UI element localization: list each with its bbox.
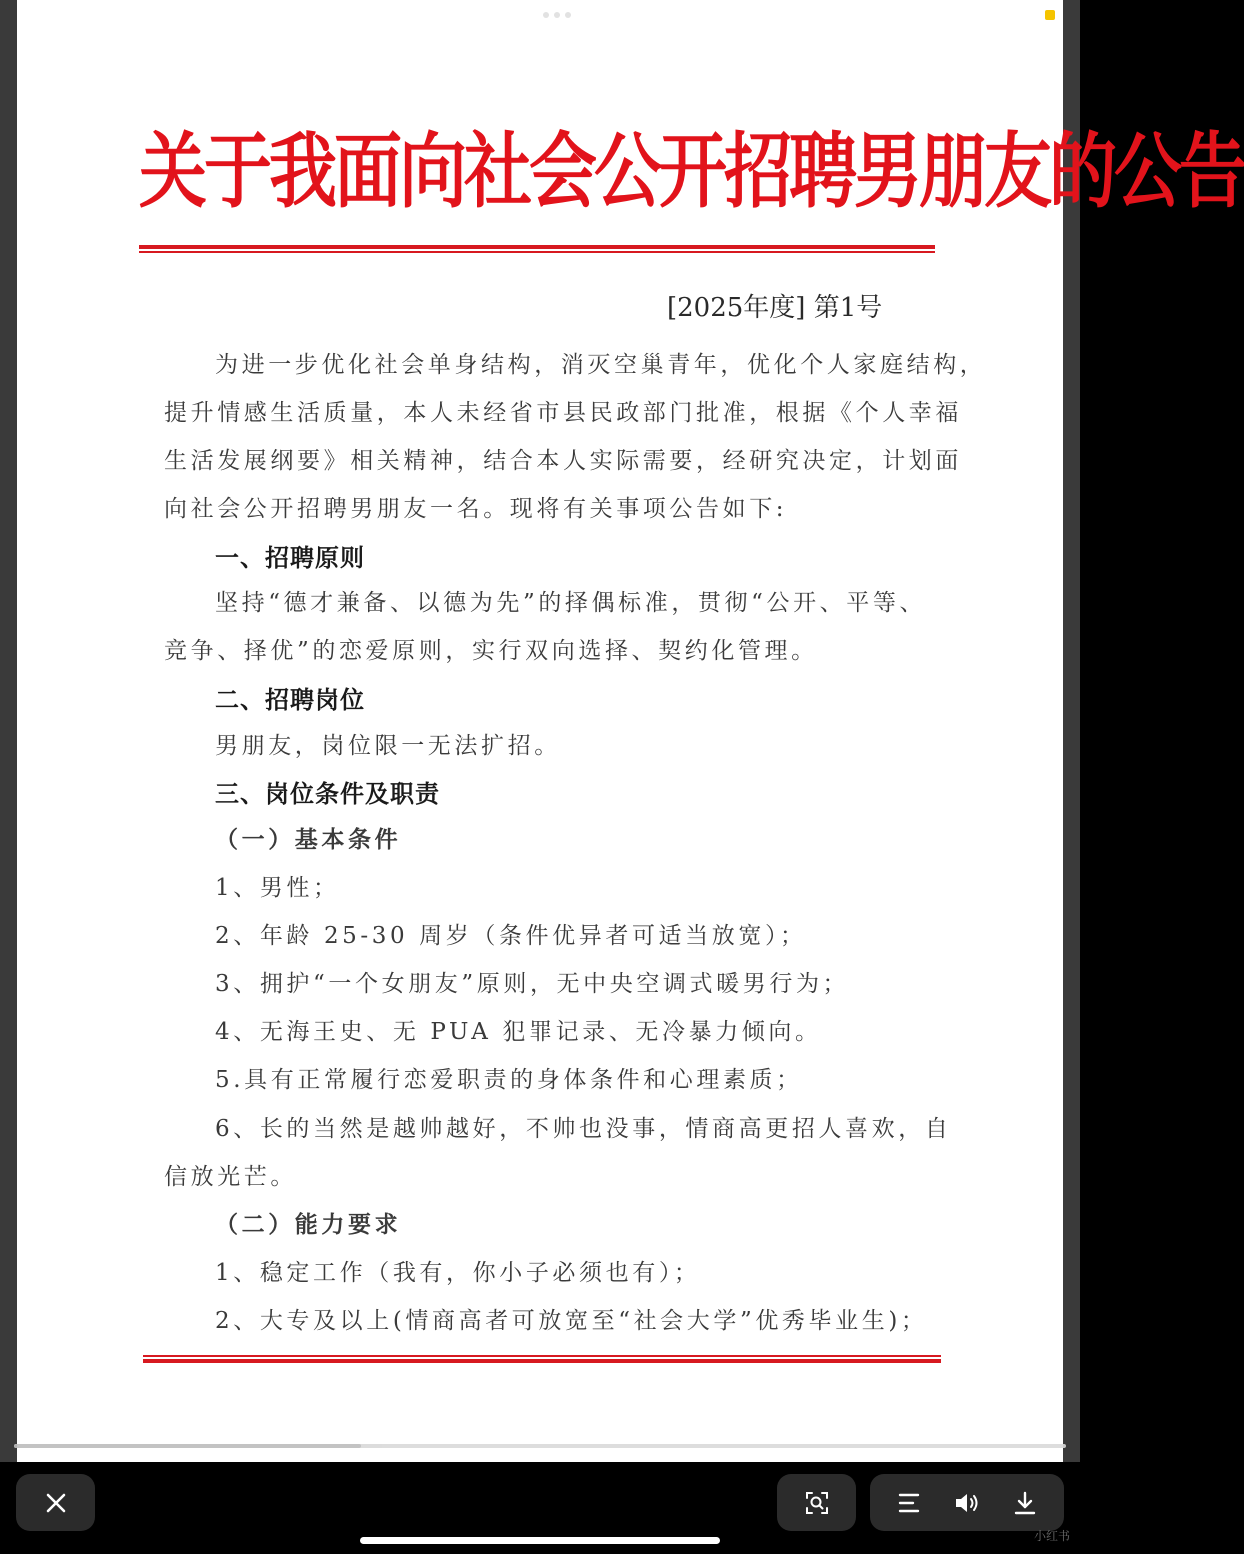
ability-item: 1、稳定工作（我有，你小子必须也有）； bbox=[215, 1260, 701, 1286]
scroll-progress-bar[interactable] bbox=[14, 1444, 1066, 1448]
condition-item: 信放光芒。 bbox=[164, 1164, 297, 1190]
close-icon bbox=[36, 1483, 76, 1523]
title-rule-thin bbox=[139, 251, 935, 253]
download-icon[interactable] bbox=[1005, 1483, 1045, 1523]
ability-item: 2、大专及以上(情商高者可放宽至“社会大学”优秀毕业生)； bbox=[215, 1308, 928, 1334]
subsection-heading: （一）基本条件 bbox=[215, 826, 402, 853]
document-title: 关于我面向社会公开招聘男朋友的公告 bbox=[139, 124, 1244, 220]
intro-line: 生活发展纲要》相关精神，结合本人实际需要，经研究决定，计划面 bbox=[164, 448, 962, 474]
condition-item: 6、长的当然是越帅越好，不帅也没事，情商高更招人喜欢，自 bbox=[215, 1116, 952, 1142]
list-menu-icon[interactable] bbox=[889, 1483, 929, 1523]
page-handle-dots bbox=[541, 12, 573, 18]
intro-line: 为进一步优化社会单身结构，消灭空巢青年，优化个人家庭结构， bbox=[215, 352, 987, 378]
section-line: 坚持“德才兼备、以德为先”的择偶标准，贯彻“公开、平等、 bbox=[215, 590, 927, 616]
subsection-heading: （二）能力要求 bbox=[215, 1211, 402, 1238]
condition-item: 2、年龄 25-30 周岁（条件优异者可适当放宽）； bbox=[215, 923, 807, 949]
status-indicator-dot bbox=[1045, 10, 1055, 20]
section-heading: 二、招聘岗位 bbox=[215, 686, 365, 714]
intro-line: 向社会公开招聘男朋友一名。现将有关事项公告如下: bbox=[164, 496, 788, 522]
media-controls-group bbox=[870, 1474, 1064, 1531]
section-line: 竞争、择优”的恋爱原则，实行双向选择、契约化管理。 bbox=[164, 638, 818, 664]
title-rule-thick bbox=[139, 245, 935, 249]
section-heading: 一、招聘原则 bbox=[215, 544, 365, 572]
scan-text-icon bbox=[797, 1483, 837, 1523]
condition-item: 5.具有正常履行恋爱职责的身体条件和心理素质； bbox=[215, 1067, 803, 1093]
speaker-icon[interactable] bbox=[947, 1483, 987, 1523]
condition-item: 4、无海王史、无 PUA 犯罪记录、无冷暴力倾向。 bbox=[215, 1019, 822, 1045]
section-heading: 三、岗位条件及职责 bbox=[215, 780, 440, 808]
condition-item: 3、拥护“一个女朋友”原则，无中央空调式暖男行为； bbox=[215, 971, 850, 997]
document-number: [2025年度] 第1号 bbox=[667, 293, 883, 323]
close-button[interactable] bbox=[16, 1474, 95, 1531]
intro-line: 提升情感生活质量，本人未经省市县民政部门批准，根据《个人幸福 bbox=[164, 400, 962, 426]
scan-text-button[interactable] bbox=[777, 1474, 856, 1531]
footer-rule-thin bbox=[143, 1355, 941, 1357]
watermark: 小红书 bbox=[1034, 1529, 1071, 1543]
section-line: 男朋友，岗位限一无法扩招。 bbox=[215, 733, 561, 759]
scroll-progress-fill bbox=[14, 1444, 361, 1448]
footer-rule-thick bbox=[143, 1359, 941, 1363]
document-page bbox=[17, 0, 1244, 1462]
home-indicator[interactable] bbox=[360, 1537, 720, 1544]
condition-item: 1、男性； bbox=[215, 875, 340, 901]
